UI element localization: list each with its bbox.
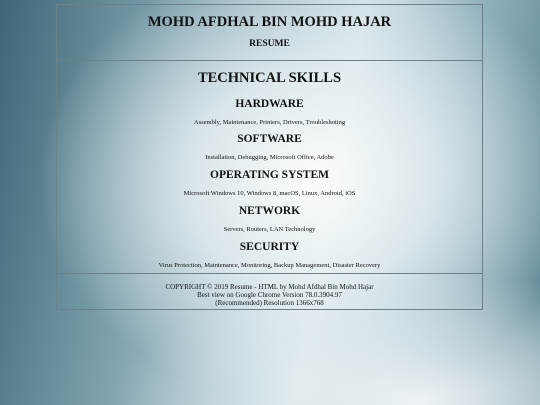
copyright-text: COPYRIGHT © 2019 Resume - HTML by Mohd Afdhal Bin Mohd Hajar — [165, 283, 374, 291]
resume-frame — [56, 4, 483, 310]
resolution-recommendation-text: (Recommended) Resolution 1366x768 — [215, 299, 324, 307]
hardware-items: Assembly, Maintenance, Printers, Drivers, Troubleshoting — [193, 119, 346, 126]
resume-header — [57, 5, 482, 61]
hardware-heading: HARDWARE — [235, 98, 304, 110]
person-name: MOHD AFDHAL BIN MOHD HAJAR — [147, 14, 392, 30]
network-heading: NETWORK — [238, 205, 301, 217]
security-heading: SECURITY — [239, 241, 300, 253]
operating-system-items: Microsoft Windows 10, Windows 8, macOS, Linux, Android, iOS — [183, 190, 356, 197]
network-items: Servers, Routers, LAN Technology — [223, 226, 316, 233]
software-heading: SOFTWARE — [237, 133, 302, 145]
browser-recommendation-text: Best view on Google Chrome Version 78.0.3904.97 — [197, 291, 342, 299]
software-items: Installation, Debugging, Microsoft Office, Adobe — [205, 154, 334, 161]
technical-skills-section — [57, 61, 482, 274]
page-footer — [57, 274, 482, 310]
resume-subtitle: RESUME — [249, 39, 290, 49]
technical-skills-title: TECHNICAL SKILLS — [197, 70, 342, 86]
operating-system-heading: OPERATING SYSTEM — [210, 169, 329, 181]
security-items: Virus Protection, Maintenance, Monitoring, Backup Management, Disaster Recovery — [158, 262, 381, 269]
